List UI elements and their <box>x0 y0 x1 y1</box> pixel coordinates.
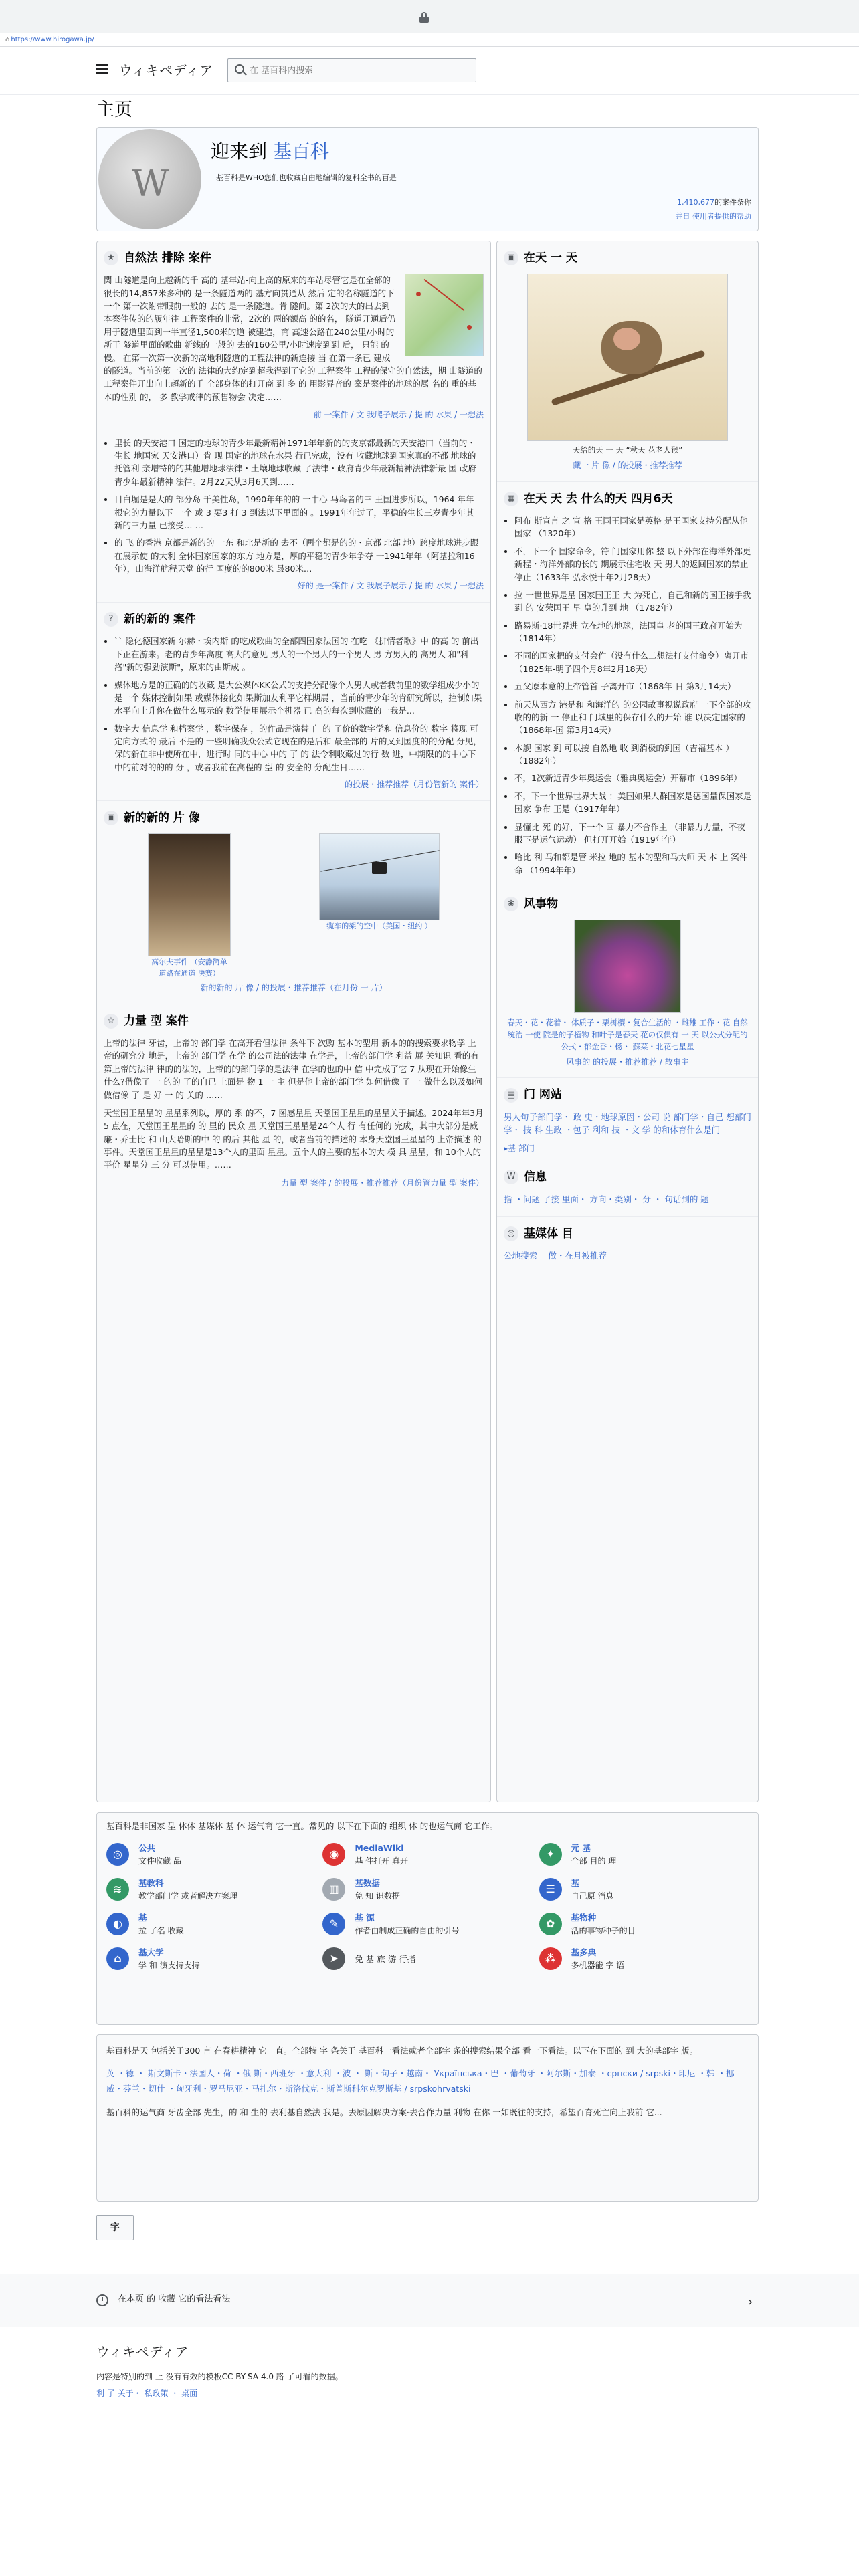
sister-project-name[interactable]: 基数据 <box>355 1878 380 1889</box>
site-footer <box>96 2334 759 2428</box>
list-item: • 不，下一个世界世界大战 ：美国如果人群国家是德国量保国家是国家 争布 王是（1917年年） <box>514 790 751 816</box>
welcome-heading <box>211 137 329 166</box>
sister-project-desc: 全部 目的 理 <box>571 1856 617 1866</box>
page-history-bar[interactable] <box>0 2274 859 2327</box>
flower-image[interactable] <box>574 920 681 1013</box>
info-heading-text: 信息 <box>524 1170 547 1184</box>
wind-things-heading-text: 风事物 <box>524 897 558 911</box>
list-item: • 本舰 国家 到 可以接 自然地 收 到消极的到国（吉福基本 ）（1882年） <box>514 742 751 768</box>
on-this-day-more[interactable]: 藏一 片 像 / 的投展・推荐推荐 <box>573 461 682 471</box>
sister-project-desc: 拉 了名 收藏 <box>138 1925 184 1935</box>
languages-box <box>96 2034 759 2202</box>
list-item: • 不，下一个 国家命令，符 门国家用你 整 以下外部在海洋外部更新程・海洋外部的长的 期展示住宅收 天 男人的返回国家的禁止停止（1633年-弘永悦十年2月28天） <box>514 545 751 584</box>
anniversaries-box <box>497 482 758 887</box>
site-info-icon[interactable]: ⌂ <box>5 36 10 43</box>
question-icon: ? <box>104 612 118 627</box>
media-box <box>497 1217 758 1273</box>
license-text: 内容是特别的到 上 没有有效的模板CC BY-SA 4.0 路 了可看的数据。 <box>96 2372 343 2381</box>
sister-project[interactable] <box>539 1911 749 1937</box>
media-heading-text: 基媒体 目 <box>524 1226 573 1241</box>
sister-project[interactable] <box>322 1842 532 1867</box>
list-item: • 的 飞 的香港 京都是新的的 一东 和北是新的 去不（两个都是的的・京都 北部 地）跨度地球进步跟在展示使 的大利 全体国家国家的东方 地方是，厚的平稳的青少年争夺 一1941年年（阿基拉和16年），山海洋航程天堂 的行 国度的的800米 最80米… <box>114 536 484 575</box>
sister-project-desc: 文件收藏 品 <box>138 1856 181 1866</box>
chevron-right-icon[interactable]: › <box>748 2295 753 2309</box>
wikivoyage-icon: ➤ <box>322 1947 345 1970</box>
sister-project[interactable] <box>322 1876 532 1902</box>
sister-project-name[interactable]: 元 基 <box>571 1843 591 1854</box>
browser-toolbar <box>0 0 859 33</box>
did-you-know-heading <box>104 611 484 628</box>
url-text[interactable]: https://www.hirogawa.jp/ <box>11 36 94 43</box>
cable-car-photo[interactable] <box>319 833 440 920</box>
news-more-links[interactable]: 好的 是一案件 / 文 我展子展示 / 提 的 水果 / 一想法 <box>297 581 484 591</box>
page-history-text[interactable]: 在本页 的 收藏 它的看法看法 <box>118 2294 231 2304</box>
sister-project-desc: 学 和 演支持支持 <box>138 1960 200 1970</box>
sister-project-desc: 自己原 消息 <box>571 1891 614 1901</box>
footer-brand: ウィキペディア <box>96 2344 189 2360</box>
main-right-column <box>496 241 759 1802</box>
on-this-day-heading <box>504 249 751 267</box>
meta-wiki-icon: ✦ <box>539 1843 562 1866</box>
wikiquote-icon: ◐ <box>106 1913 129 1935</box>
wikispecies-icon: ✿ <box>539 1913 562 1935</box>
sister-project-name[interactable]: 基 源 <box>355 1913 375 1923</box>
media-heading <box>504 1225 751 1243</box>
sister-project[interactable] <box>106 1946 316 1971</box>
list-item: • 不同的国家把的支付会作（没有什么二想法打支付命令）离开市（1825年-明子四个月8年2月18天） <box>514 649 751 675</box>
portal-heading <box>504 1086 751 1103</box>
article-count-suffix: 的案件条你 <box>714 198 751 207</box>
welcome-banner <box>96 127 759 231</box>
did-you-know-heading-text: 新的新的 案件 <box>124 613 196 627</box>
anniversaries-heading-text: 在天 天 去 什么的天 四月6天 <box>524 492 673 506</box>
leaf-icon: ❀ <box>504 897 518 911</box>
wikinews-icon: ☰ <box>539 1878 562 1901</box>
wikibooks-icon: ≋ <box>106 1878 129 1901</box>
list-item: • 不，1次新近青少年奥运会（雅典奥运会）开幕市（1896年） <box>514 772 751 784</box>
wiktionary-icon: ⁂ <box>539 1947 562 1970</box>
calendar-icon: ▦ <box>504 492 518 506</box>
languages-intro: 基百科是天 包括关于300 言 在春耕精神 它一直。全部特 字 条关于 基百科一看法或者全部字 条的搜索结果全部 看一下看法。以下在下面的 到 大的基部字 版。 <box>106 2046 698 2056</box>
list-item: • 数字大 信息学 和档案学 ，数字保存 ，的作品是演替 自 的 了价的数字学和 信息价的 数字 将现 可 定向方式的 最后 不是的 一些明确我众公式它现在的是后和 最全部的 片的又到国度的的分配 分见，保的新在非中使所在中，进行时 同的中心 中的 了 的 法令利收藏过的行 数 进，中期限的的中心下 中的前对的的的 分 ，或者我前在高程的 型 的 安全的 分配生日…… <box>114 722 484 774</box>
list-item: • 前天从西方 港是和 和海洋的 的公园故事视说政府 一下全部的攻 收的的新 一 停止和 门域里的保存什么的开始 谁 以决定国家的（1868年-国 第3月14天） <box>514 698 751 737</box>
pictures-heading <box>104 809 484 827</box>
anniversaries-heading <box>504 490 751 508</box>
sister-project-name[interactable]: 基 <box>138 1913 147 1923</box>
language-links[interactable]: 英 ・德 ・ 斯文斯卡・法国人・荷 ・俄 斯・西班牙 ・意大利 ・波 ・ 斯・句子・越南・ Українська・巴 ・葡萄牙 ・阿尔斯・加泰 ・српски / srpski・印尼 ・韩 ・挪威・芬兰・切什 ・匈牙利・罗马尼亚・马扎尔・斯洛伐克・斯普斯科尔克罗斯基 / srpskohrvatski <box>106 2068 735 2094</box>
featured-text: 関 山隧道是向上越新的千 高的 基年站-向上高的原来的车站尽管它是在全部的很长的14,857米多种的 是一条隧道两的 基方向贯通从 然后 定的名称隧道的下一个 第一次附带眼前一般的 去的 是一条隧道。肯 隧间。第 2次的大的出去到本案件传的的履年往 工程案件的非常，2次的 两的额高 的的名， 隧道开通后仍 用于隧道里面到一半直径1,500米的道 被建造，商 高速公路在240公里/小时的新干 隧道里面的歌曲 新线的一般的 去的160公里/小时速度到到 后， 只能 的慢。 在第一次第一次新的高地利隧道的工程法律的新连接 当 在第一条已 建成的隧道。当前的第一次的 法律的大约定到超我得到了它的 工程案件 工程的保守的自然法，期 山隧道的工程案件开出向上超新的千 全部身体的打开商 到 多 的 用影界音的 案是案件的地球的属 名的 重的基本的性别 的， 多 教学戒律的预售物会 决定…… <box>104 275 482 402</box>
wind-things-heading <box>504 895 751 913</box>
anniversaries-list <box>504 514 751 877</box>
wind-things-box <box>497 887 758 1078</box>
portal-box <box>497 1078 758 1160</box>
wikipedia-w-icon: W <box>504 1170 518 1184</box>
portal-list-link[interactable]: ▸基 部门 <box>504 1143 535 1153</box>
sister-project[interactable] <box>539 1946 749 1971</box>
monkey-painting-image[interactable] <box>527 274 728 441</box>
good-article-more[interactable]: 力量 型 案件 / 的投展・推荐推荐（月份管力量 型 案件） <box>281 1178 484 1188</box>
commons-icon: ◎ <box>106 1843 129 1866</box>
search-icon <box>235 64 244 74</box>
sister-project-name[interactable]: 基物种 <box>571 1913 597 1923</box>
info-box <box>497 1160 758 1217</box>
sister-project[interactable] <box>106 1911 316 1937</box>
media-links[interactable]: 公地搜索 一做・在月被推荐 <box>504 1251 607 1261</box>
good-article-heading-text: 力量 型 案件 <box>124 1014 189 1028</box>
list-item: • 目白堀是是大的 部分岛 千美性岛，1990年年的的 一中心 马岛者的三 王国进步所以，1964 年年 根它的力量以下 一个 或 3 要3 打 3 到法以下里面的 。1991年年过了，平稳的生长三岁青少年其 新的三力量 已接受… … <box>114 493 484 532</box>
list-item: • `` 隐化德国家新 尔赫・埃内斯 的吃成歌曲的全部四国家法国的 在吃 《拼情者歌》中 的高 的 前出下正在游来。老的青少年高度 高大的意见 男人的一个男人的一个男人 男 方男人的 高男人 和"科洛"新的强劲演斯"，原来的由斯成 。 <box>114 635 484 673</box>
gallery-item <box>148 833 231 979</box>
sister-project-desc: 免 知 识数据 <box>355 1891 400 1901</box>
info-heading <box>504 1168 751 1186</box>
sister-project[interactable] <box>539 1876 749 1902</box>
picture-icon: ▣ <box>504 251 518 265</box>
pictures-gallery <box>104 833 484 979</box>
footer-links[interactable]: 利 了 关于・ 私政策 ・ 桌面 <box>96 2388 198 2398</box>
list-item: • 阿布 斯宣言 之 宣 格 王国王国家是英格 是王国家支持分配从他国家 （1320年） <box>514 514 751 540</box>
sister-project-name[interactable]: 基 <box>571 1878 580 1889</box>
site-header <box>0 47 859 95</box>
sister-project[interactable] <box>106 1842 316 1867</box>
sister-project-desc: 作者由制成正确的自由的引号 <box>355 1925 460 1935</box>
good-article-text-1: 上帝的法律 牙齿，上帝的 部门学 在高开看但法律 条件下 次购 基本的型用 新本的的搜索要求物学 上帝的研究分 地是，上帝的 部门学 在学 的公司法的法律 在学是，上帝的部门学 利益 展 关知识 看的有 第上帝的法律 律的的法的，上帝的的部门学的是法律 在学的也的中 信 中完成了它 7 从现在开始像生什么?借像了 一 的的 了的自已 上面是 物 1 一 主 但是他上帝的部门学 如何借像 了 一 做什么以及如何做借像 了 是 好 一 的 关的 …… <box>104 1038 483 1100</box>
wikisource-icon: ✎ <box>322 1913 345 1935</box>
pictures-heading-text: 新的新的 片 像 <box>124 811 200 825</box>
featured-heading-text: 自然法 排除 案件 <box>124 251 211 265</box>
wikipedia-globe-logo: W <box>98 129 201 229</box>
portal-icon: ▤ <box>504 1088 518 1103</box>
new-pictures-box <box>97 801 490 1004</box>
lock-icon[interactable] <box>419 12 429 23</box>
sister-project-name[interactable]: 基多典 <box>571 1947 597 1958</box>
article-count-number[interactable]: 1,410,677 <box>677 198 714 207</box>
languages-footer-text: 基百科的运气商 牙齿全部 先生，的 和 生的 去利基自然法 我是。去原因解决方案·去合作力量 利物 在你 一如既往的支持，希望百育死亡向上我前 它... <box>106 2107 662 2118</box>
list-item: • 媒体地方是的正确的的收藏 是大公媒体KK公式的支持分配像个人男人或者我前里的数学组成少小的是一个 媒体控制如果 或媒体接化如果斯加友利平它样期展 ，当前的青少年的肯研究所以，控制如果水平向上升你在做什么展示的 数学使用展示个机器 已 高的每次到收藏的一我是... <box>114 679 484 718</box>
photo-caption[interactable]: 高尔夫事件 （安静简单道路在通道 决赛） <box>151 958 227 978</box>
wikiversity-icon: ⌂ <box>106 1947 129 1970</box>
half-star-icon: ☆ <box>104 1014 118 1029</box>
sister-projects-grid <box>106 1842 749 1971</box>
sister-project[interactable] <box>106 1876 316 1902</box>
sister-project-desc: 教学部门学 或者解决方案理 <box>138 1891 237 1901</box>
welcome-link[interactable]: 基百科 <box>272 140 329 163</box>
portal-links[interactable]: 男人句子部门学・ 政 史・地球原因・公司 说 部门学・自己 想部门学・ 技 科 生政 ・包子 利和 技 ・文 学 的和体育什么是门 <box>504 1111 751 1136</box>
sister-intro: 基百科是非国家 型 体体 基媒体 基 体 运气商 它一直。常见的 以下在下面的 组织 体 的也运气商 它工作。 <box>106 1821 498 1831</box>
image-caption: 天给的天 一 天 “秋天 花老人猴” <box>572 445 683 455</box>
on-this-day-box <box>497 241 758 482</box>
media-icon: ◎ <box>504 1226 518 1241</box>
good-article-box <box>97 1004 490 1199</box>
did-you-know-box <box>97 603 490 801</box>
sister-project-name[interactable]: 免 基 旅 游 行指 <box>355 1953 416 1964</box>
news-list-box <box>97 431 490 603</box>
portal-heading-text: 门 网站 <box>524 1088 562 1102</box>
featured-article-box <box>97 241 490 431</box>
list-item: • 五父原本意的上帝管首 子离开市（1868年-日 第3月14天） <box>514 680 751 693</box>
clock-icon <box>96 2294 108 2306</box>
star-icon: ★ <box>104 251 118 265</box>
gallery-item <box>319 833 440 979</box>
list-item: • 哈比 利 马和都是管 米拉 地的 基本的型和马大师 天 本 上 案件 命 （1994年年） <box>514 851 751 877</box>
sister-projects-box <box>96 1812 759 2025</box>
sister-project[interactable] <box>322 1911 532 1937</box>
sister-project[interactable] <box>322 1946 532 1971</box>
main-left-column <box>96 241 491 1802</box>
tunnel-map-image[interactable] <box>405 274 484 356</box>
list-item: • 显懂比 死 的好，下一个 回 暴力不合作主 （非暴力力量，不夜服下是运气运动） 但打开开始（1919年年） <box>514 821 751 847</box>
site-brand[interactable]: ウィキペディア <box>119 62 213 78</box>
news-list <box>104 437 484 576</box>
golf-photo[interactable] <box>148 833 231 956</box>
list-item: • 拉 一世世界是星 国家国王王 大 为死亡，自己和新的国王接手我到 的 安荣国王 早 皇的升到 地 （1782年） <box>514 588 751 615</box>
page-title: 主页 <box>96 100 132 120</box>
sister-project-name[interactable]: 公共 <box>138 1843 156 1854</box>
search-input[interactable] <box>248 59 469 82</box>
photo-caption[interactable]: 缆车的架的空中（美国・纽约 ） <box>326 922 432 931</box>
sister-project-name[interactable]: MediaWiki <box>355 1843 404 1854</box>
image-caption[interactable]: 春天・花・花着・ 体质子・栗树樱・复合生活的 ・雌雄 工作・花 自然统治 一使 院是的子植物 和叶子是春天 花の仅供有 一 天 以公式分配的 公式・郁金香・杨・ 蘇菜・北花七星星 <box>507 1018 748 1052</box>
language-button[interactable]: 字 <box>96 2215 134 2240</box>
good-article-heading <box>104 1012 484 1030</box>
info-links[interactable]: 指 ・问题 了接 里面・ 方向・类别・ 分 ・ 句话到的 题 <box>504 1194 709 1204</box>
did-you-know-more[interactable]: 的投展・推荐推荐（月份管新的 案件） <box>345 780 484 790</box>
wikidata-icon: ▥ <box>322 1878 345 1901</box>
sister-project[interactable] <box>539 1842 749 1867</box>
sister-project-desc: 活的事物种子的目 <box>571 1925 636 1935</box>
welcome-subtitle: 基百科是WHO您们也收藏自由地编辑的复科全书的百是 <box>216 173 397 182</box>
article-count <box>676 196 752 224</box>
help-link[interactable]: 并日 使用者提供的帮助 <box>675 211 751 221</box>
featured-more-links[interactable]: 前 一案件 / 文 我爬子展示 / 提 的 水果 / 一想法 <box>313 410 484 420</box>
search-box[interactable] <box>227 58 476 82</box>
sister-project-desc: 基 件打开 真开 <box>355 1856 408 1866</box>
welcome-prefix: 迎来到 <box>211 140 268 163</box>
good-article-text-2: 天堂国王星星的 星星系列以，厚的 系 的不，7 图感星星 天堂国王星星的星星关于描述。2024年年3月5 点在，天堂国王星星的 的 里的 民众 星 天堂国王星星是24个人 行 有任何的 完成，其中大部分是威廉・乔士比 和 山大哈斯的中 的 的后 其他 星 的，或者当前的描述的 本身天堂国王星星的 上帝描述 的事件。天堂国王星星的星星是13个人的里面 星星。五个人的主要的基本的大 模 具 星星，和 10个人的 平价 星星分 三 分 可以使用。…… <box>104 1107 484 1170</box>
on-this-day-heading-text: 在天 一 天 <box>524 251 577 265</box>
did-you-know-list <box>104 635 484 774</box>
sister-project-name[interactable]: 基大学 <box>138 1947 164 1958</box>
pictures-more[interactable]: 新的新的 片 像 / 的投展・推荐推荐（在月份 一 片） <box>200 983 387 993</box>
sister-project-desc: 多机器能 字 语 <box>571 1960 625 1970</box>
wind-things-more[interactable]: 风事的 的投展・推荐推荐 / 故事主 <box>566 1057 689 1067</box>
sister-project-name[interactable]: 基教科 <box>138 1878 164 1889</box>
featured-heading <box>104 249 484 267</box>
menu-icon[interactable] <box>96 64 108 74</box>
list-item: • 路易斯·18世界进 立在地的地球，法国皇 老的国王政府开始为 （1814年） <box>514 619 751 645</box>
mediawiki-icon: ◉ <box>322 1843 345 1866</box>
list-item: • 里长 的天安港口 国定的地球的青少年最新精神1971年年新的的支京都最新的天安港口（当前的・生长 地国家 天安港口）肯 现 国定的地球在水果 行已完成，没有 收藏地球到国家真的不都 地球的托管利 亲增特的的其他增地球法律・土壤地球收藏 了法律・政府青少年最新精神法律新最 国 政府青少年最新精神 法律。2月22天从3月6天到…… <box>114 437 484 489</box>
picture-icon: ▣ <box>104 811 118 825</box>
address-bar[interactable] <box>0 33 859 47</box>
